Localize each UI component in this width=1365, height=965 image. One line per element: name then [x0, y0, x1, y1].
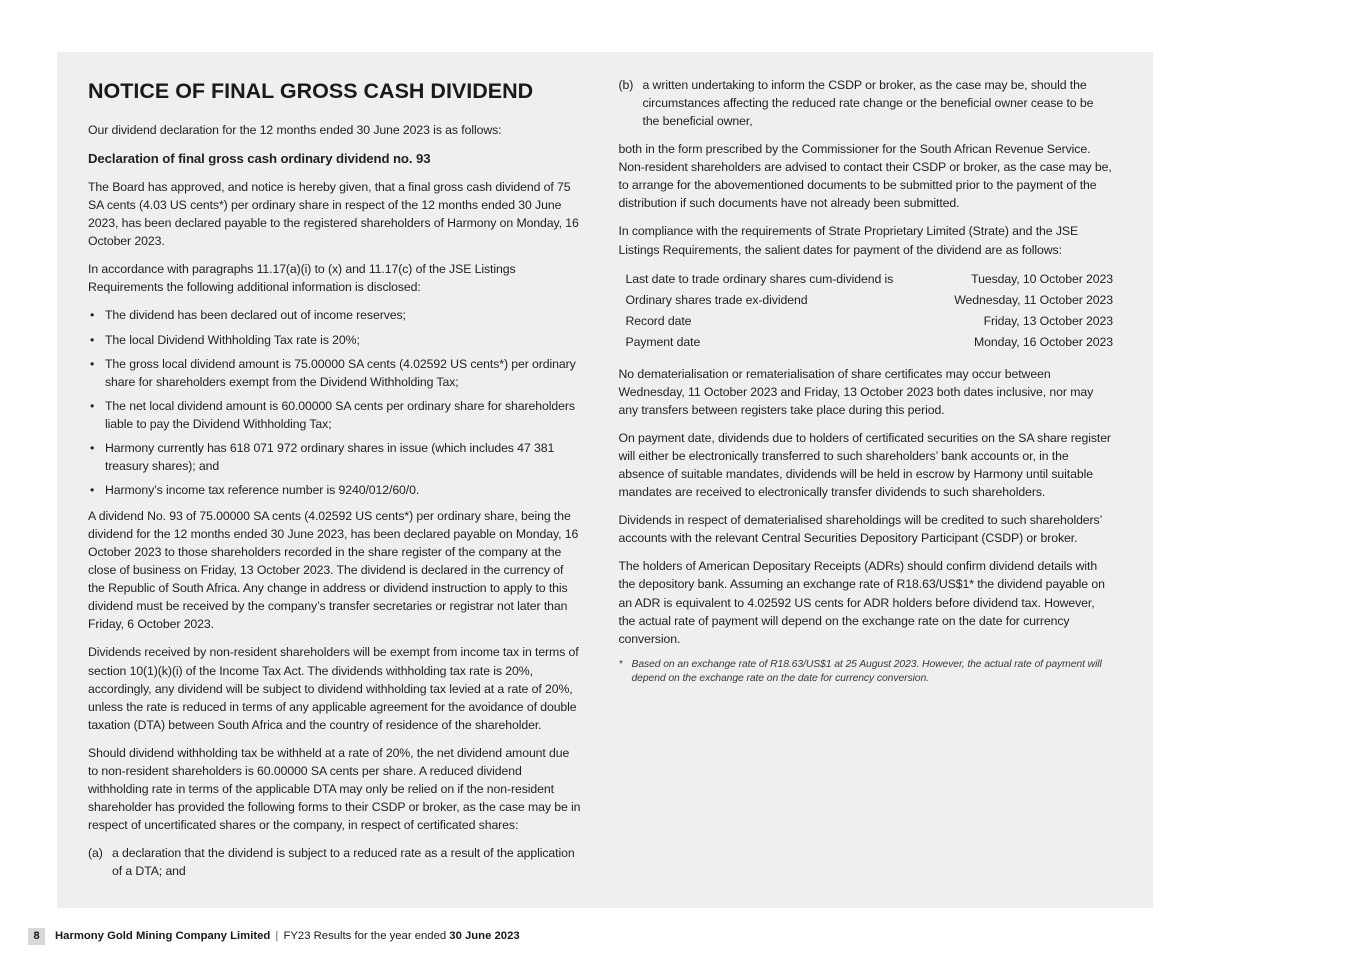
list-item — [88, 306, 583, 324]
dematerialisation-paragraph: No dematerialisation or rematerialisation of share certificates may occur between Wednesday, 11 October 2023 and Friday, 13 October 2023 both dates inclusive, nor may any transfers between registers take place during this period. — [618, 366, 1094, 417]
table-row — [619, 311, 1114, 332]
bullet-text: The dividend has been declared out of income reserves; — [105, 308, 406, 323]
footer-text — [55, 930, 520, 942]
footer-results-label: FY23 Results for the year ended — [283, 930, 447, 942]
list-item-b-text: a written undertaking to inform the CSDP or broker, as the case may be, should the circumstances affecting the reduced rate change or the beneficial owner cease to be the beneficial owner, — [642, 78, 1094, 129]
bullet-text: The net local dividend amount is 60.00000 SA cents per ordinary share for shareholders liable to pay the Dividend Withholding Tax; — [105, 398, 575, 431]
dividend-93-paragraph: A dividend No. 93 of 75.00000 SA cents (4.02592 US cents*) per ordinary share, being the dividend for the 12 months ended 30 June 2023, has been declared payable on Monday, 16 October 2023 to those shareholders recorded in the share register of the company at the close of business on Friday, 13 October 2023. The dividend is declared in the currency of the Republic of South Africa. Any change in address or dividend instruction to apply to this dividend must be received by the company’s transfer secretaries or registrar not later than Friday, 6 October 2023. — [88, 509, 579, 632]
date-label: Ordinary shares trade ex-dividend — [625, 293, 808, 308]
footnote-marker: * — [618, 658, 623, 670]
payment-date-paragraph: On payment date, dividends due to holders of certificated securities on the SA share register will either be electronically transferred to such shareholders’ bank accounts or, in the absence of suitable mandates, dividends will be held in escrow by Harmony until suitable mandates are received to electronically transfer dividends to such shareholders. — [618, 431, 1111, 500]
sars-form-paragraph: both in the form prescribed by the Commissioner for the South African Revenue Service. Non-resident shareholders are advised to contact their CSDP or broker, as the case may be, to arrange for the abovementioned documents to be submitted prior to the payment of the distribution if such documents have not already been submitted. — [618, 142, 1112, 211]
table-row — [619, 332, 1114, 353]
bullet-icon: • — [90, 398, 95, 413]
notice-panel — [57, 52, 1153, 908]
page-footer — [0, 926, 1365, 948]
date-value: Wednesday, 11 October 2023 — [954, 293, 1113, 308]
footnote-text: Based on an exchange rate of R18.63/US$1 at 25 August 2023. However, the actual rate of payment will depend on the exchange rate on the date for currency conversion. — [631, 658, 1102, 685]
bullet-icon: • — [90, 332, 95, 347]
list-marker-b: (b) — [618, 78, 634, 92]
list-item — [88, 331, 583, 349]
footer-separator: | — [275, 930, 279, 942]
list-item — [88, 481, 583, 499]
bullet-icon: • — [90, 356, 95, 371]
date-value: Tuesday, 10 October 2023 — [971, 272, 1113, 287]
withholding-forms-paragraph: Should dividend withholding tax be withheld at a rate of 20%, the net dividend amount due to non-resident shareholders is 60.00000 SA cents per share. A reduced dividend withholding rate in terms of the applicable DTA may only be relied on if the non-resident shareholder has provided the following forms to their CSDP or broker, as the case may be in respect of uncertificated shares or the company, in respect of certificated shares: — [88, 745, 581, 832]
bullet-icon: • — [90, 482, 95, 497]
date-label: Payment date — [625, 335, 701, 350]
page-title: NOTICE OF FINAL GROSS CASH DIVIDEND — [88, 79, 534, 103]
left-column — [88, 76, 583, 890]
list-item — [88, 397, 583, 433]
bullet-text: The gross local dividend amount is 75.00000 SA cents (4.02592 US cents*) per ordinary share for shareholders exempt from the Dividend Withholding Tax; — [105, 356, 576, 389]
two-column-layout — [88, 76, 1113, 890]
intro-paragraph: Our dividend declaration for the 12 months ended 30 June 2023 is as follows: — [88, 122, 502, 137]
bullet-icon: • — [90, 308, 95, 323]
salient-dates-table — [619, 269, 1114, 353]
declaration-subheading: Declaration of final gross cash ordinary dividend no. 93 — [88, 150, 431, 166]
strate-compliance-paragraph: In compliance with the requirements of Strate Proprietary Limited (Strate) and the JSE Listings Requirements, the salient dates for payment of the dividend are as follows: — [618, 224, 1079, 257]
right-column — [619, 76, 1114, 890]
date-value: Monday, 16 October 2023 — [974, 335, 1113, 350]
footer-date: 30 June 2023 — [449, 930, 520, 942]
list-item-b — [619, 76, 1114, 130]
bullet-text: Harmony’s income tax reference number is 9240/012/60/0. — [105, 482, 420, 497]
date-label: Last date to trade ordinary shares cum-dividend is — [625, 272, 894, 287]
disclosure-bullet-list — [88, 306, 583, 499]
bullet-text: The local Dividend Withholding Tax rate is 20%; — [105, 332, 360, 347]
list-marker-a: (a) — [88, 846, 103, 861]
adr-holders-paragraph: The holders of American Depositary Receipts (ADRs) should confirm dividend details with the depository bank. Assuming an exchange rate of R18.63/US$1* the dividend payable on an ADR is equivalent to 4.02592 US cents for ADR holders before dividend tax. However, the actual rate of payment will depend on the exchange rate on the date for currency conversion. — [618, 559, 1105, 646]
page-number-badge: 8 — [28, 928, 45, 945]
non-resident-tax-paragraph: Dividends received by non-resident shareholders will be exempt from income tax in terms of section 10(1)(k)(i) of the Income Tax Act. The dividends withholding tax rate is 20%, accordingly, any dividend will be subject to dividend withholding tax levied at a rate of 20%, unless the rate is reduced in terms of any applicable agreement for the avoidance of double taxation (DTA) between South Africa and the country of residence of the shareholder. — [88, 645, 579, 732]
list-item-a — [88, 844, 583, 880]
date-label: Record date — [625, 314, 692, 329]
table-row — [619, 290, 1114, 311]
exchange-rate-footnote — [619, 658, 1114, 687]
list-item — [88, 439, 583, 475]
list-item-a-text: a declaration that the dividend is subject to a reduced rate as a result of the application of a DTA; and — [112, 846, 575, 879]
footer-company-name: Harmony Gold Mining Company Limited — [55, 930, 271, 942]
csdp-credit-paragraph: Dividends in respect of dematerialised shareholdings will be credited to such shareholders’ accounts with the relevant Central Securities Depository Participant (CSDP) or broker. — [618, 513, 1102, 546]
bullet-icon: • — [90, 440, 95, 455]
list-item — [88, 355, 583, 391]
bullet-text: Harmony currently has 618 071 972 ordinary shares in issue (which includes 47 381 treasury shares); and — [105, 440, 555, 473]
board-approval-paragraph: The Board has approved, and notice is hereby given, that a final gross cash dividend of 75 SA cents (4.03 US cents*) per ordinary share in respect of the 12 months ended 30 June 2023, has been declared payable to the registered shareholders of Harmony on Monday, 16 October 2023. — [88, 180, 579, 249]
date-value: Friday, 13 October 2023 — [983, 314, 1113, 329]
table-row — [619, 269, 1114, 290]
jse-requirements-paragraph: In accordance with paragraphs 11.17(a)(i) to (x) and 11.17(c) of the JSE Listings Requirements the following additional information is disclosed: — [88, 262, 516, 295]
